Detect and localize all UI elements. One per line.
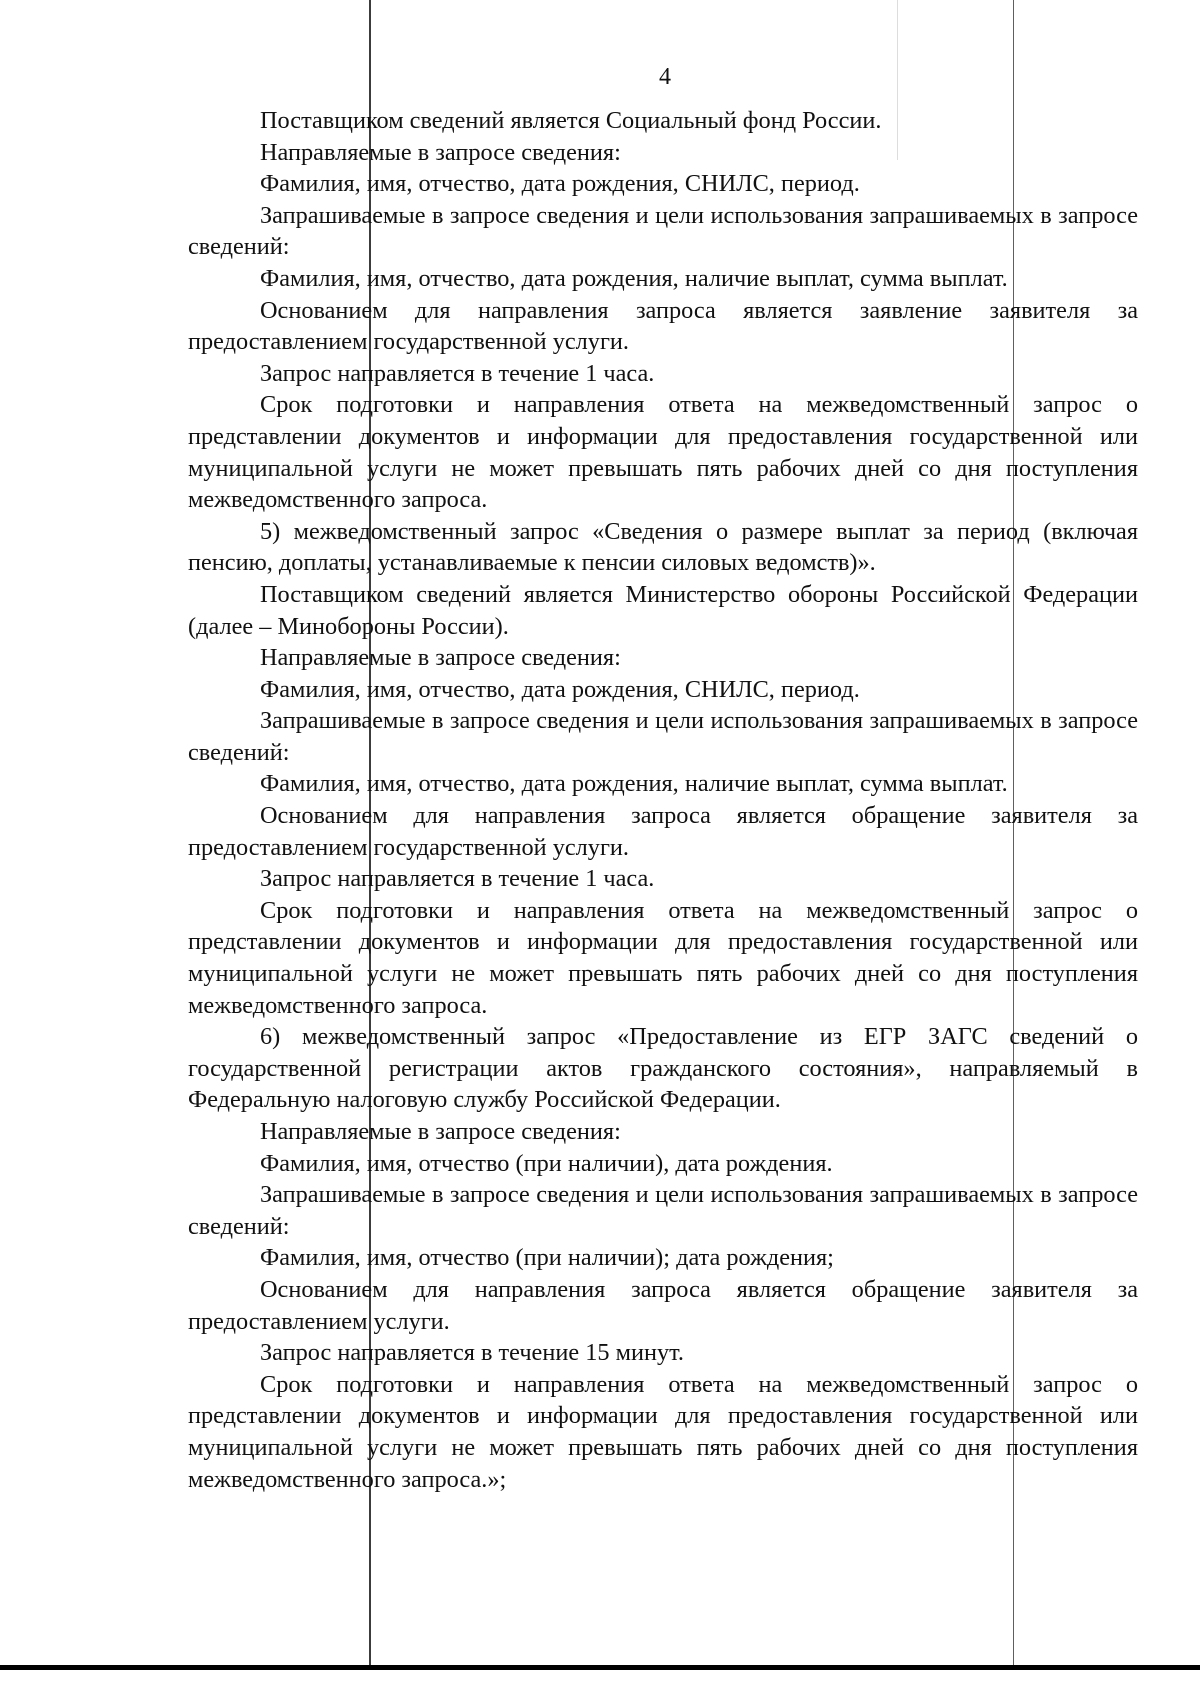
paragraph: Запрос направляется в течение 1 часа.: [260, 359, 655, 387]
paragraph: Поставщиком сведений является Министерство обороны Российской Федерации (далее – Минобороны России).: [188, 580, 1138, 640]
paragraph: Основанием для направления запроса является заявление заявителя за предоставлением государственной услуги.: [188, 296, 1138, 356]
paragraph: 5) межведомственный запрос «Сведения о размере выплат за период (включая пенсию, доплаты, устанавливаемые к пенсии силовых ведомств)».: [188, 517, 1138, 577]
paragraph: Запрашиваемые в запросе сведения и цели использования запрашиваемых в запросе сведений:: [188, 1181, 1138, 1240]
paragraph: Направляемые в запросе сведения:: [260, 138, 621, 166]
page-number: 4: [659, 64, 671, 90]
paragraph: Основанием для направления запроса является обращение заявителя за предоставлением государственной услуги.: [188, 802, 1138, 861]
paragraph: Запрашиваемые в запросе сведения и цели использования запрашиваемых в запросе сведений:: [188, 707, 1138, 766]
paragraph: Срок подготовки и направления ответа на межведомственный запрос о представлении документов и информации для предоставления государственной или муниципальной услуги не может превышать пять рабочих дней со дня поступления межведомственного запроса.: [188, 896, 1138, 1019]
paragraph: Направляемые в запросе сведения:: [260, 644, 621, 672]
paragraph: Запрашиваемые в запросе сведения и цели использования запрашиваемых в запросе сведений:: [188, 201, 1138, 261]
paragraph: Запрос направляется в течение 1 часа.: [260, 865, 655, 893]
paragraph: Фамилия, имя, отчество, дата рождения, наличие выплат, сумма выплат.: [260, 770, 1008, 798]
paragraph: Срок подготовки и направления ответа на межведомственный запрос о представлении документов и информации для предоставления государственной или муниципальной услуги не может превышать пять рабочих дней со дня поступления межведомственного запроса.: [188, 391, 1138, 514]
paragraph: Запрос направляется в течение 15 минут.: [260, 1339, 684, 1367]
paragraph: Срок подготовки и направления ответа на межведомственный запрос о представлении документов и информации для предоставления государственной или муниципальной услуги не может превышать пять рабочих дней со дня поступления межведомственного запроса.»;: [188, 1370, 1138, 1493]
paragraph: Основанием для направления запроса является обращение заявителя за предоставлением услуги.: [188, 1275, 1138, 1335]
document-body: [188, 105, 1138, 1495]
paragraph: Фамилия, имя, отчество, дата рождения, СНИЛС, период.: [260, 170, 860, 198]
paragraph: Поставщиком сведений является Социальный фонд России.: [260, 107, 882, 134]
paragraph: Направляемые в запросе сведения:: [260, 1118, 621, 1145]
paragraph: Фамилия, имя, отчество (при наличии), дата рождения.: [260, 1149, 833, 1177]
paragraph: Фамилия, имя, отчество, дата рождения, наличие выплат, сумма выплат.: [260, 264, 1008, 292]
paragraph: Фамилия, имя, отчество (при наличии); дата рождения;: [260, 1244, 834, 1272]
paragraph: Фамилия, имя, отчество, дата рождения, СНИЛС, период.: [260, 675, 860, 703]
paragraph: 6) межведомственный запрос «Предоставление из ЕГР ЗАГС сведений о государственной регистрации актов гражданского состояния», направляемый в Федеральную налоговую службу Российской Федерации.: [188, 1023, 1138, 1114]
scan-bottom-edge: [0, 1665, 1200, 1670]
